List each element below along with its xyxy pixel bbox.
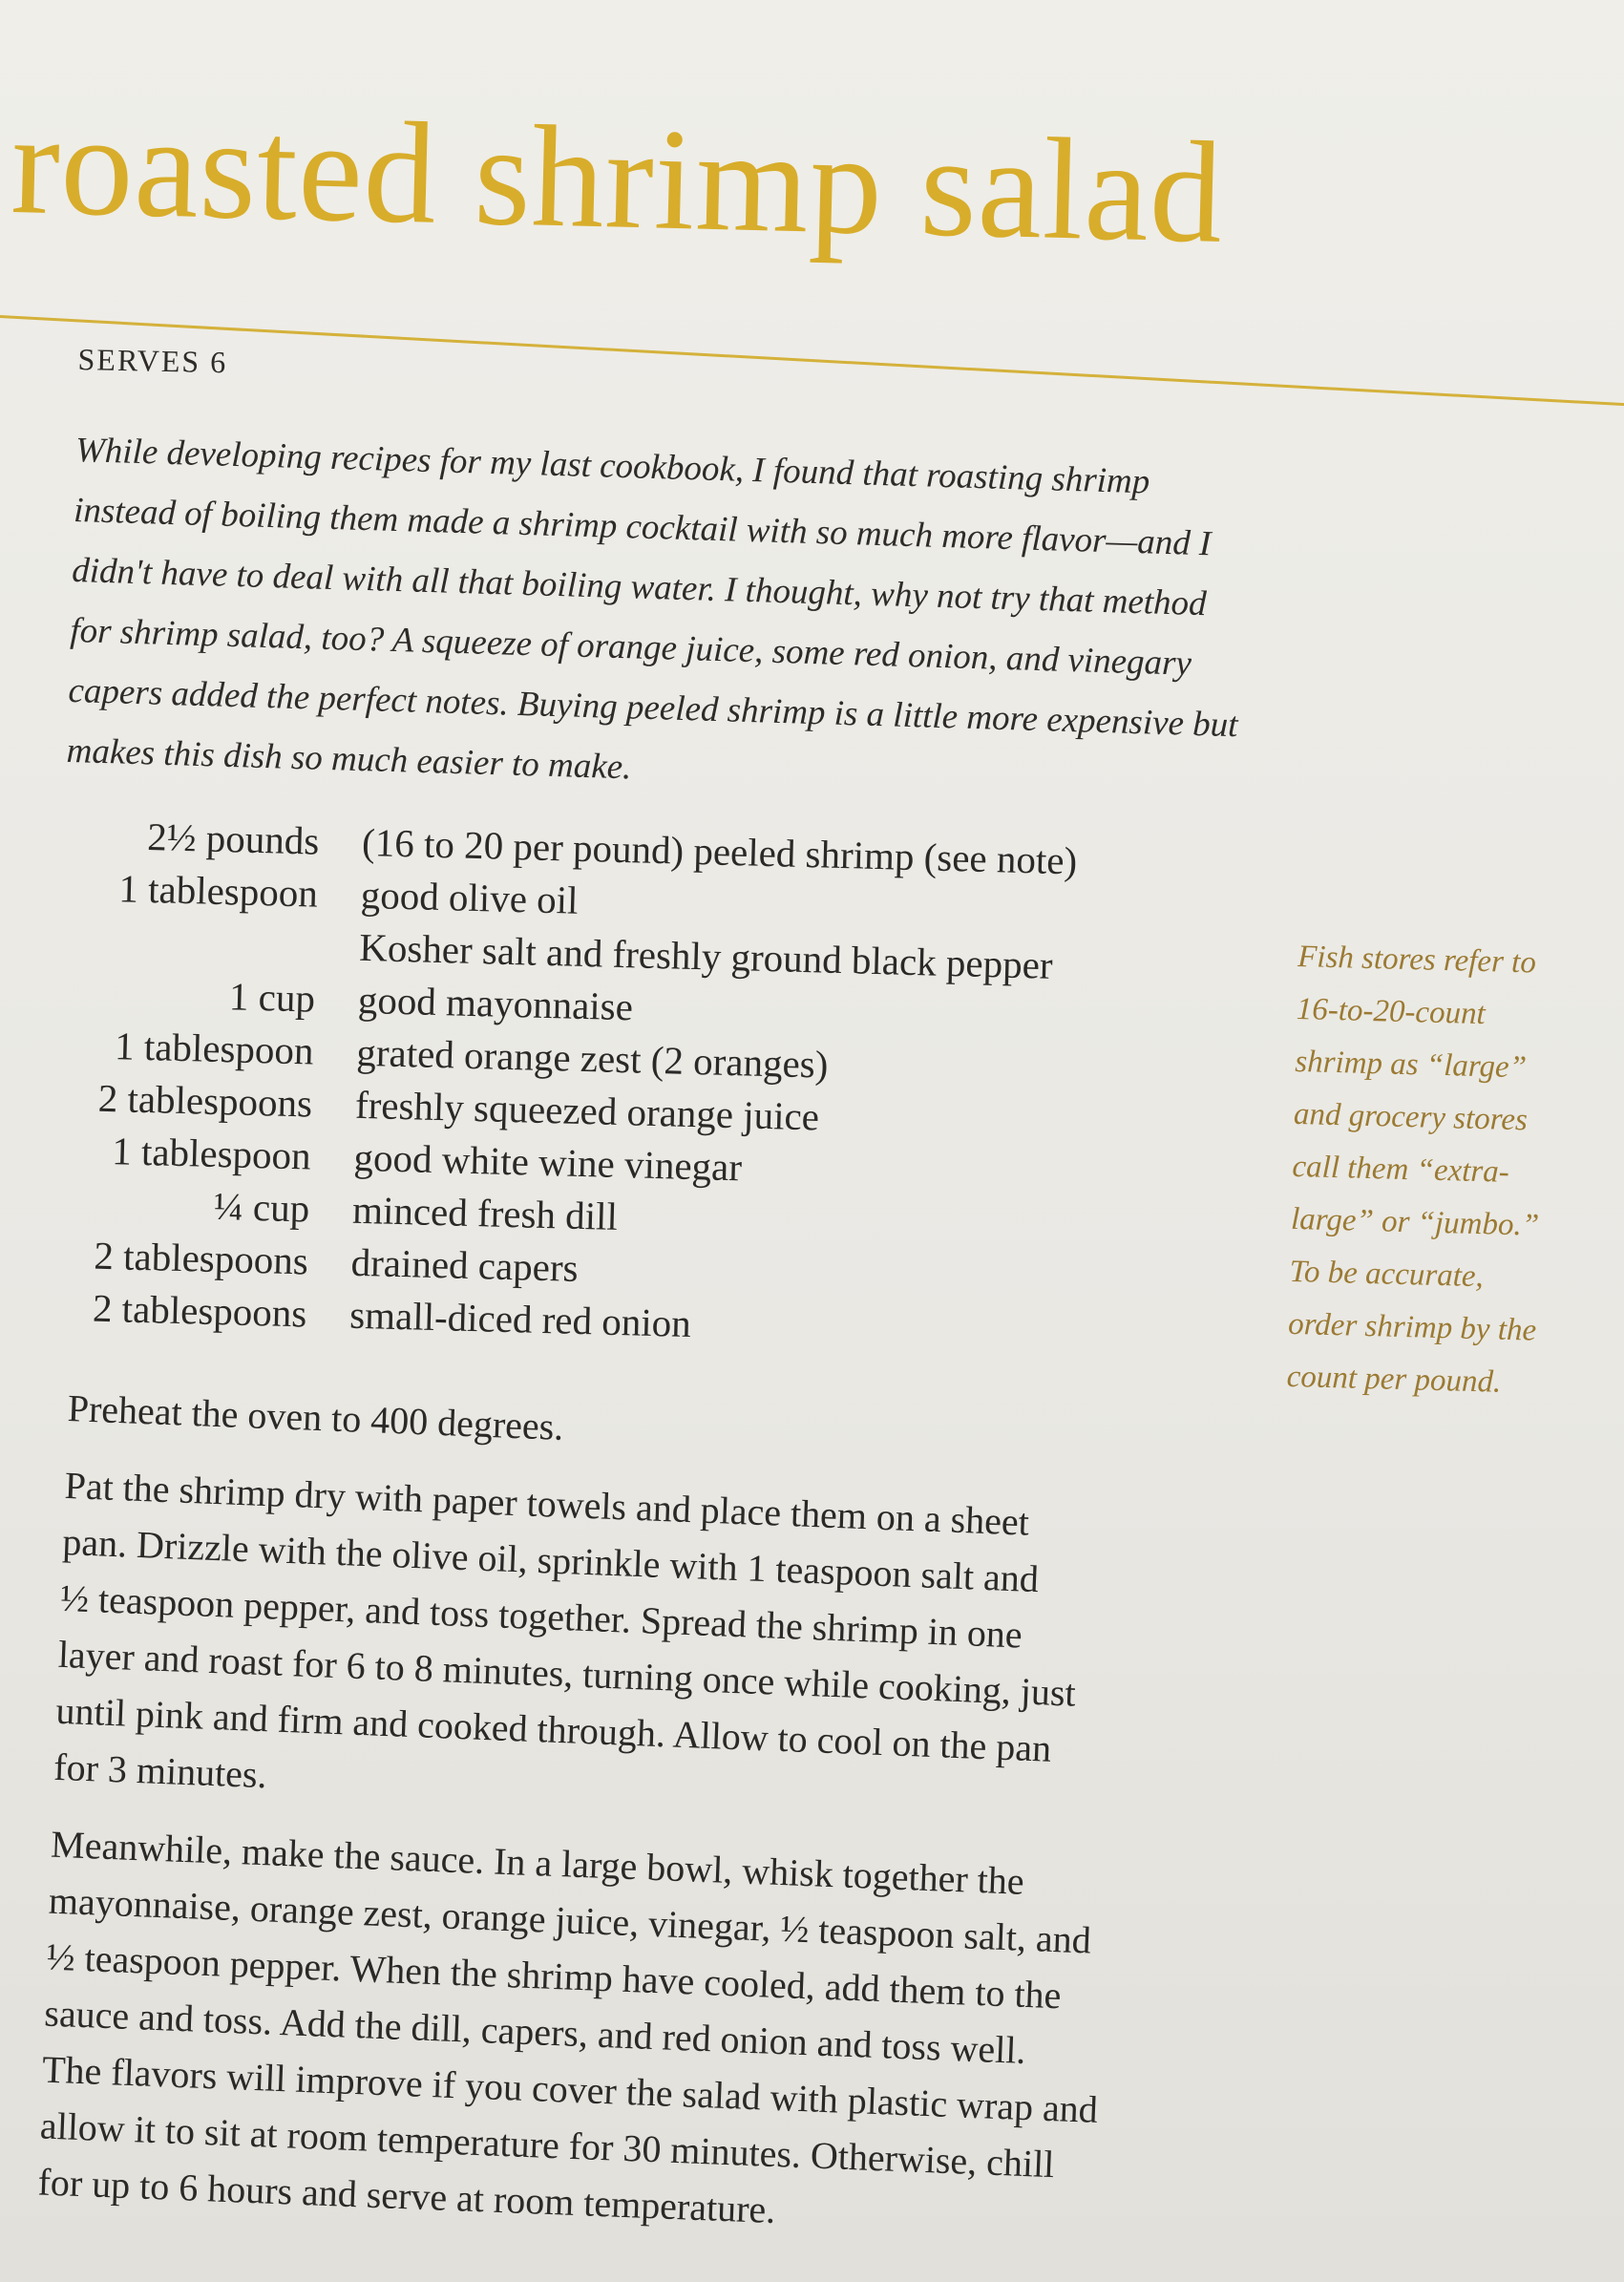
recipe-intro: While developing recipes for my last cookbook, I found that roasting shrimp instead of boiling them made a shrimp cocktail with so much more flavor—and I didn't have to deal with all that boiling water. I thought, why not try that method for shrimp salad, too? A squeeze of orange juice, some red onion, and vinegary capers added the perfect notes. Buying peeled shrimp is a little more expensive but makes this dish so much easier to make. [66, 430, 1239, 788]
title-divider [0, 315, 1624, 409]
ingredient-quantity: 2 tablespoons [97, 1075, 313, 1126]
serves-label: SERVES 6 [77, 342, 228, 380]
ingredient-name: Kosher salt and freshly ground black pepper [358, 924, 1054, 987]
ingredient-quantity: 1 cup [228, 974, 316, 1021]
ingredient-name: drained capers [350, 1239, 580, 1290]
ingredient-name: (16 to 20 per pound) peeled shrimp (see note) [361, 819, 1078, 883]
shrimp-size-note: Fish stores refer to 16-to-20-count shrimp as “large” and grocery stores call them “extra- large” or “jumbo.” To be accurate, order shrimp by the count per pound. [1286, 939, 1540, 1400]
ingredient-name: good mayonnaise [357, 977, 634, 1029]
ingredient-quantity: 2½ pounds [146, 813, 320, 863]
ingredient-name: good olive oil [360, 872, 580, 922]
method-step-sauce: Meanwhile, make the sauce. In a large bowl, whisk together the mayonnaise, orange zest, orange juice, vinegar, ½ teaspoon salt, and ½ teaspoon pepper. When the shrimp have cooled, add them to the sauce and toss. Add the dill, capers, and red onion and toss well. The flavors will improve if you cover the salad with plastic wrap and allow it to sit at room temperature for 30 minutes. Otherwise, chill for up to 6 hours and serve at room temperature. [36, 1822, 1099, 2232]
ingredient-quantity: 1 tablespoon [114, 1024, 315, 1073]
ingredient-quantity: 1 tablespoon [111, 1129, 312, 1178]
ingredient-quantity: 2 tablespoons [93, 1233, 309, 1283]
ingredient-quantity [73, 953, 316, 960]
ingredient-name: good white wine vinegar [353, 1134, 743, 1190]
ingredient-list [63, 812, 1222, 1366]
ingredient-name: small-diced red onion [348, 1292, 692, 1346]
ingredient-name: grated orange zest (2 oranges) [355, 1029, 829, 1087]
method-step-preheat: Preheat the oven to 400 degrees. [67, 1385, 565, 1448]
method-section [36, 1380, 1261, 2276]
method-step-roast: Pat the shrimp dry with paper towels and place them on a sheet pan. Drizzle with the olive oil, sprinkle with 1 teaspoon salt and ½ teaspoon pepper, and toss together. Spread the shrimp in one layer and roast for 6 to 8 minutes, turning once while cooking, just until pink and firm and cooked through. Allow to cool on the pan for 3 minutes. [53, 1463, 1077, 1797]
ingredient-name: freshly squeezed orange juice [354, 1082, 820, 1139]
recipe-title: roasted shrimp salad [10, 83, 1226, 273]
ingredient-quantity: 2 tablespoons [92, 1285, 307, 1336]
ingredient-name: minced fresh dill [351, 1187, 619, 1238]
ingredient-quantity: ¼ cup [213, 1183, 310, 1231]
ingredient-quantity: 1 tablespoon [117, 866, 319, 916]
